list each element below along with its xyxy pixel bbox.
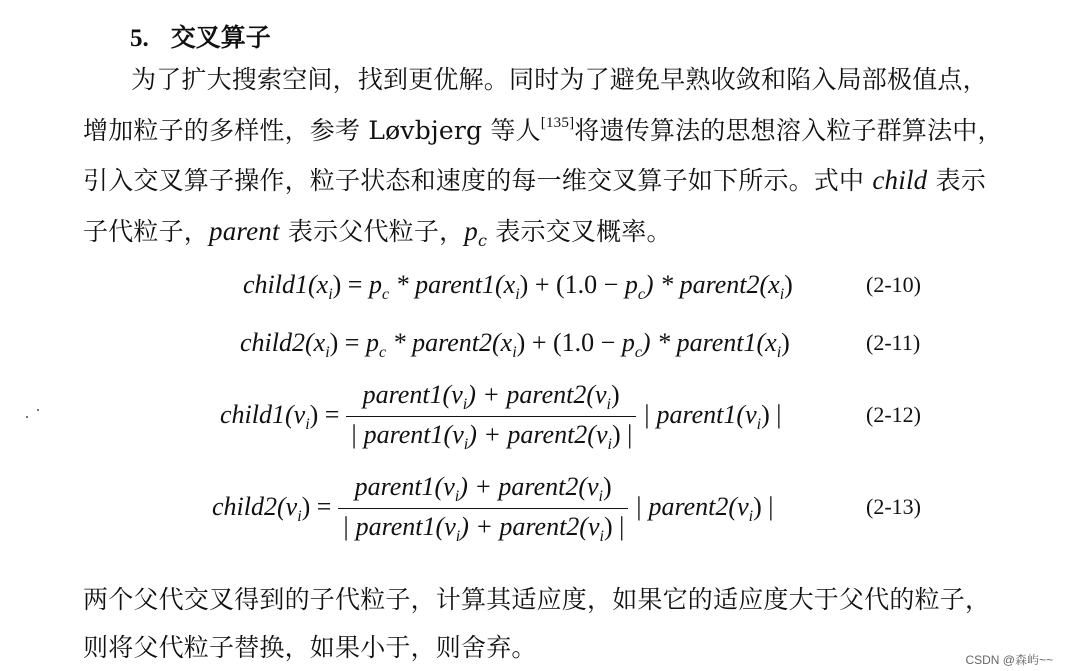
paragraph1-line2 [83, 111, 1003, 147]
fraction-2-12 [346, 380, 636, 454]
scan-speck [26, 416, 28, 418]
section-number: 5. [130, 25, 149, 52]
paragraph1-line4 [83, 212, 672, 250]
section-title: 交叉算子 [170, 23, 271, 52]
line4-text-c: 表示交叉概率。 [487, 217, 672, 246]
equation-2-11: $child2(x_i) = p_c$ * $parent2(x_i) + (1.0 - p_c)$ * $parent1(x_i)$ [240, 328, 790, 361]
paragraph1-line1: 为了扩大搜索空间，找到更优解。同时为了避免早熟收敛和陷入局部极值点， [131, 65, 988, 94]
denominator-2-13: | $parent1(v_i)$ + $parent2(v_i)$ | [341, 512, 625, 545]
numerator-2-13: $parent1(v_i)$ + $parent2(v_i)$ [338, 472, 628, 509]
var-child: child [872, 165, 928, 195]
denominator-2-12: | $parent1(v_i)$ + $parent2(v_i)$ | [349, 420, 633, 453]
var-pc: p [464, 216, 478, 246]
equation-number-2-13: (2-13) [866, 494, 921, 519]
equation-2-12: $child1(v_i)$ = $\frac{parent1(v_i) + parent2(v_i)}{| parent1(v_i) + parent2(v_i) |}$ | $parent1(v_i)$ | [220, 380, 782, 453]
var-pc-sub: c [477, 231, 488, 250]
citation-ref: [135] [540, 115, 575, 131]
line3-text-b: 表示 [927, 166, 986, 195]
paragraph2-line1: 两个父代交叉得到的子代粒子，计算其适应度，如果它的适应度大于父代的粒子， [83, 585, 991, 614]
equation-number-2-10: (2-10) [866, 272, 921, 297]
scan-speck [37, 409, 39, 411]
line2-text-b: 将遗传算法的思想溶入粒子群算法中， [574, 116, 1003, 145]
line3-text-a: 引入交叉算子操作，粒子状态和速度的每一维交叉算子如下所示。式中 [83, 166, 873, 195]
numerator-2-12: $parent1(v_i)$ + $parent2(v_i)$ [346, 380, 636, 417]
line2-text-a: 增加粒子的多样性，参考 Løvbjerg 等人 [83, 116, 541, 145]
equation-2-10: $child1(x_i) = p_c$ * $parent1(x_i) + (1.0 - p_c)$ * $parent2(x_i)$ [243, 270, 793, 303]
var-parent: parent [209, 216, 280, 246]
line4-text-b: 表示父代粒子， [279, 217, 465, 246]
line4-text-a: 子代粒子， [83, 217, 210, 246]
equation-number-2-11: (2-11) [866, 330, 921, 355]
paragraph2-line2: 则将父代粒子替换，如果小于，则舍弃。 [83, 633, 537, 662]
paragraph1-line3 [83, 161, 986, 197]
fraction-2-13 [338, 472, 628, 546]
equation-2-13: $child2(v_i)$ = $\frac{parent1(v_i) + parent2(v_i)}{| parent1(v_i) + parent2(v_i) |}$ | $parent2(v_i)$ | [212, 472, 774, 545]
csdn-watermark: CSDN @森屿~~ [965, 653, 1053, 667]
equation-number-2-12: (2-12) [866, 402, 921, 427]
section-heading [130, 18, 271, 54]
